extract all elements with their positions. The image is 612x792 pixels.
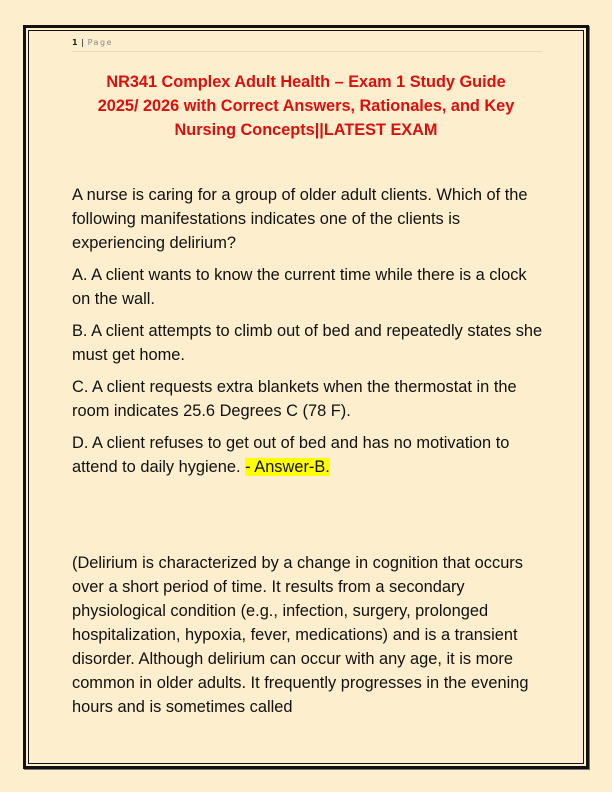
title-line-3: Nursing Concepts||LATEST EXAM xyxy=(174,121,438,139)
page-separator: | xyxy=(81,38,85,47)
title-line-2: 2025/ 2026 with Correct Answers, Rationales, and Key xyxy=(97,97,515,115)
page-number: 1 xyxy=(72,38,78,47)
rationale-text: (Delirium is characterized by a change in cognition that occurs over a short period of time. It results from a secondary physiological condition (e.g., infection, surgery, prolonged hospitalization, hypoxia, fever, medications) and is a transient disorder. Although delirium can occur with any age, it is more common in older adults. It frequently progresses in the evening hours and is sometimes called xyxy=(72,554,529,716)
option-c: C. A client requests extra blankets when the thermostat in the room indicates 25.6 Degrees C (78 F). xyxy=(72,378,517,420)
page-label: Page xyxy=(87,38,113,47)
question-block xyxy=(72,183,544,479)
option-d-text: D. A client refuses to get out of bed and has no motivation to attend to daily hygiene. xyxy=(72,434,510,476)
option-d xyxy=(72,431,544,479)
answer-highlight: - Answer-B. xyxy=(245,458,330,476)
document-title xyxy=(60,70,552,142)
option-b: B. A client attempts to climb out of bed and repeatedly states she must get home. xyxy=(72,322,543,364)
rationale-block xyxy=(72,551,544,719)
option-a: A. A client wants to know the current time while there is a clock on the wall. xyxy=(72,266,527,308)
title-line-1: NR341 Complex Adult Health – Exam 1 Study Guide xyxy=(106,73,506,91)
page-header xyxy=(72,36,542,52)
question-stem: A nurse is caring for a group of older adult clients. Which of the following manifestations indicates one of the clients is experiencing delirium? xyxy=(72,186,528,252)
